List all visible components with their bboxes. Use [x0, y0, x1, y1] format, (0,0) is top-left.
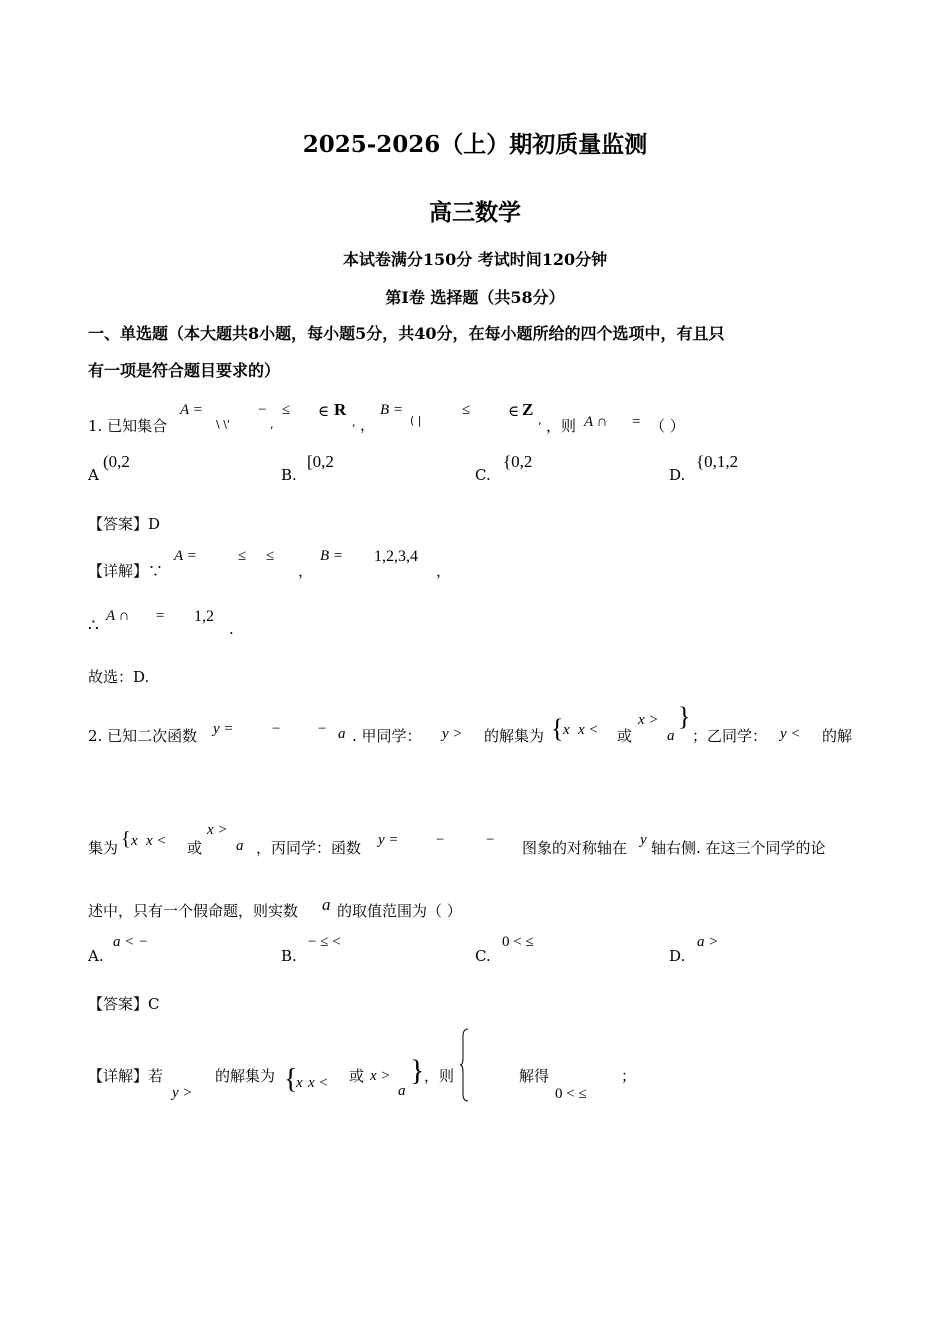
q2-option-C-label: C. [475, 947, 491, 965]
q2-y-gt: y > [442, 726, 463, 742]
q2-yi: ；乙同学： [692, 727, 768, 745]
q2-axis-y: y [640, 832, 647, 848]
q2-minus1: − [272, 721, 281, 737]
exam-title: 2025-2026（上）期初质量监测 [302, 131, 648, 158]
q1-A-close: , [352, 416, 356, 429]
q2-l2-y-eq: y = [378, 832, 399, 848]
q2-a: a [338, 726, 346, 742]
q2-system-brace [460, 1028, 470, 1102]
q1-A-frag1: \ \' [216, 418, 230, 431]
q2-axis-rest: 轴右侧. 在这三个同学的论 [651, 839, 826, 857]
q1-A-in: ∈ [318, 404, 330, 420]
q1-answer: 【答案】D [88, 515, 161, 533]
q2-detail-tag: 【详解】若 [88, 1067, 164, 1085]
q1-ans-A-cap: A ∩ [106, 608, 130, 624]
exam-info: 本试卷满分150分 考试时间120分钟 [342, 250, 608, 269]
q1-option-C-label: C. [475, 466, 491, 484]
q1-A-frag2: , [270, 418, 274, 431]
q2-line3: 述中，只有一个假命题，则实数 [88, 902, 299, 920]
q1-detail-tag: 【详解】∵ [88, 562, 164, 580]
q2-option-B-label: B. [281, 947, 297, 965]
q1-eq: = [632, 414, 641, 430]
q2-set-x: x [563, 722, 570, 738]
q2-x-lt: x < [578, 722, 599, 738]
q2-line3-a: a [322, 895, 331, 914]
section-heading-line2: 有一项是符合题目要求的） [88, 361, 281, 380]
q1-choose: 故选：D. [88, 668, 150, 686]
q1-ans-dot: . [229, 620, 234, 638]
q2-l2-x-lt: x < [146, 833, 167, 849]
q2-prefix: 2. 已知二次函数 [88, 727, 198, 745]
q1-option-B-label: B. [281, 466, 297, 484]
q2-option-C-value: 0 < ≤ [502, 934, 534, 950]
q1-option-D-value: {0,1,2 [696, 452, 739, 471]
q2-l2-x: x [131, 833, 138, 849]
q2-axis-text: 图象的对称轴在 [522, 839, 628, 857]
volume-title: 第Ⅰ卷 选择题（共58分） [385, 288, 565, 307]
q2-detail-a: a [398, 1083, 406, 1099]
q2-option-D-label: D. [669, 947, 686, 965]
q2-l2-huo: 或 [187, 839, 203, 857]
q2-detail-semi: ； [621, 1067, 637, 1085]
q1-comma: ， [360, 416, 376, 434]
q2-detail-brace-close: } [410, 1054, 425, 1087]
q1-A-set: R [334, 400, 347, 419]
q2-l2-x-gt: x > [207, 822, 228, 838]
q2-l2-a: a [236, 838, 244, 854]
q2-l2-brace: { [121, 828, 131, 850]
q1-option-B-value: [0,2 [307, 452, 334, 471]
q2-line3-rest: 的取值范围为（ ） [337, 902, 462, 920]
q2-huo: 或 [617, 727, 633, 745]
q1-B-set: Z [522, 400, 534, 419]
q1-B-in: ∈ [508, 404, 520, 420]
q2-l2-minus2: − [486, 832, 495, 848]
q2-detail-x-gt: x > [370, 1068, 391, 1084]
q2-detail-solset: 的解集为 [215, 1067, 276, 1085]
q1-therefore: ∴ [88, 616, 99, 636]
q2-detail-brace-open: { [284, 1064, 298, 1095]
q2-l2-minus1: − [436, 832, 445, 848]
q1-option-A-label: A [88, 466, 99, 484]
q2-detail-y-gt: y > [172, 1085, 193, 1101]
q1-detail-B: B = [320, 548, 344, 564]
q2-detail-x: x [296, 1075, 303, 1091]
q1-ans-vals: 1,2 [194, 608, 214, 625]
q2-set-a: a [667, 728, 675, 744]
q1-A-minus: − [258, 402, 267, 418]
q1-B-frag1: ( | [410, 414, 422, 427]
q2-line2-ji: 集为 [88, 839, 119, 857]
q2-detail-x-lt: x < [308, 1075, 329, 1091]
q1-detail-comma2: ， [436, 562, 452, 580]
q1-ans-eq: = [156, 608, 165, 624]
q2-jia: . 甲同学： [352, 727, 422, 745]
q2-x-gt: x > [638, 712, 659, 728]
q2-detail-solve: 解得 [519, 1067, 550, 1085]
q2-detail-then: ，则 [424, 1067, 455, 1085]
q2-y-lt: y < [780, 726, 801, 742]
q2-detail-huo: 或 [349, 1067, 365, 1085]
q1-detail-le2: ≤ [266, 548, 275, 564]
q2-minus2: − [318, 721, 327, 737]
q1-A-label: A = [180, 402, 203, 418]
q2-option-A-label: A. [88, 947, 104, 965]
q1-option-A-value: (0,2 [103, 452, 130, 471]
q2-y-eq: y = [213, 721, 234, 737]
q1-prefix: 1. 已知集合 [88, 417, 168, 435]
q2-bing: ，丙同学：函数 [256, 839, 362, 857]
q2-de-jie: 的解 [822, 727, 853, 745]
q2-solset: 的解集为 [484, 727, 545, 745]
q1-A-cap: A ∩ [584, 414, 608, 430]
q1-detail-A: A = [174, 548, 197, 564]
q1-then: ，则 [546, 417, 577, 435]
q1-option-C-value: {0,2 [503, 452, 533, 471]
q2-option-D-value: a > [697, 934, 719, 950]
q2-option-B-value: − ≤ < [308, 934, 341, 950]
q1-B-le: ≤ [462, 402, 471, 418]
q1-paren: （ ） [650, 417, 685, 435]
q1-detail-B-vals: 1,2,3,4 [374, 548, 418, 565]
section-heading-line1: 一、单选题（本大题共8小题，每小题5分，共40分，在每小题所给的四个选项中，有且只 [88, 324, 725, 343]
q2-brace-close: } [678, 702, 691, 731]
q1-detail-comma: ， [298, 562, 314, 580]
q2-answer: 【答案】C [88, 995, 160, 1013]
q1-option-D-label: D. [669, 466, 686, 484]
q1-B-close: , [538, 414, 542, 427]
q1-A-le: ≤ [282, 402, 291, 418]
exam-subject: 高三数学 [429, 199, 521, 226]
q2-brace-open: { [551, 714, 564, 743]
q2-detail-range: 0 < ≤ [555, 1086, 587, 1102]
q2-option-A-value: a < − [113, 934, 149, 950]
q1-B-label: B = [380, 402, 404, 418]
q1-detail-le1: ≤ [238, 548, 247, 564]
